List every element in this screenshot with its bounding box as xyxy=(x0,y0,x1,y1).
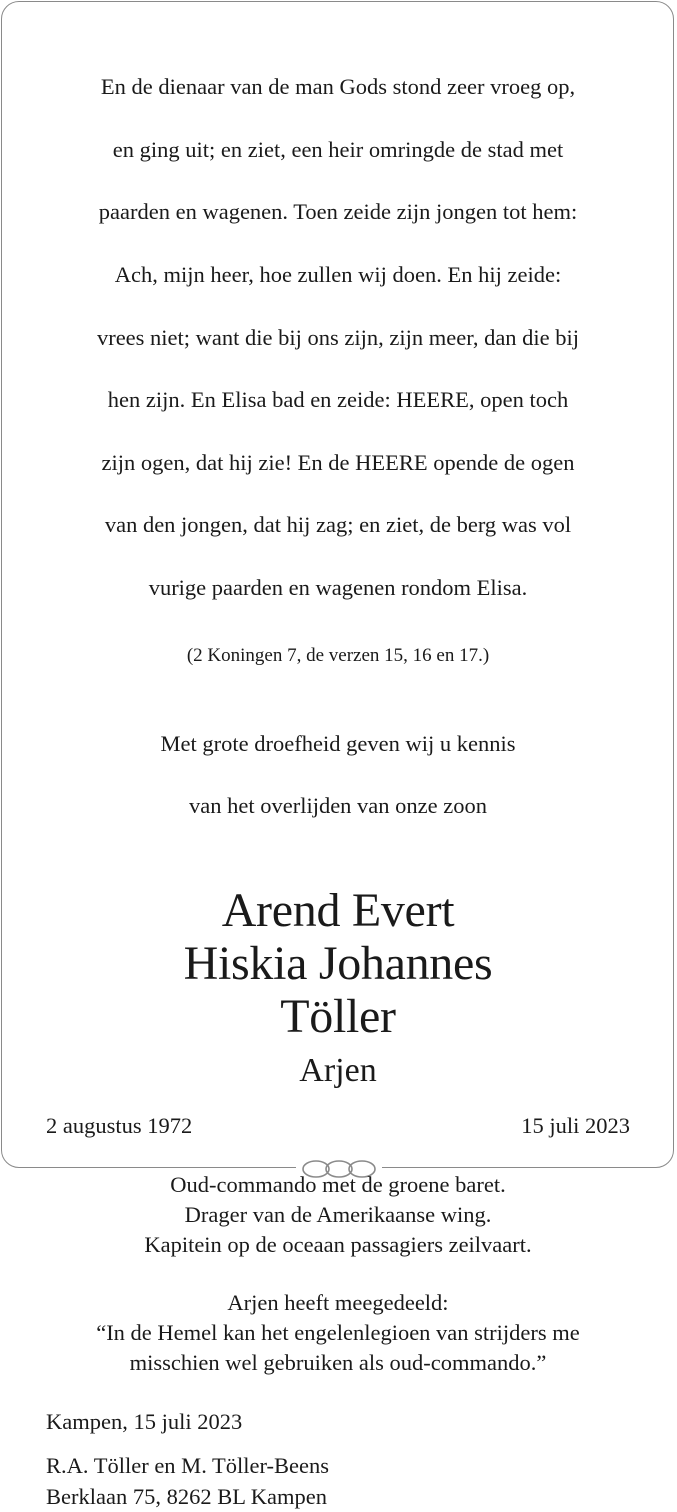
announcement xyxy=(46,697,630,852)
verse-line: En de dienaar van de man Gods stond zeer vroeg op, xyxy=(100,74,576,100)
family-names: R.A. Töller en M. Töller-Beens xyxy=(46,1452,330,1478)
verse-line: vurige paarden en wagenen rondom Elisa. xyxy=(148,575,528,601)
verse-reference: (2 Koningen 7, de verzen 15, 16 en 17.) xyxy=(186,644,490,666)
death-date: 15 juli 2023 xyxy=(521,1112,630,1138)
family-signature xyxy=(46,1450,630,1512)
announcement-line: Met grote droefheid geven wij u kennis xyxy=(160,730,516,756)
obituary-content xyxy=(46,40,630,1512)
career-line: Drager van de Amerikaanse wing. xyxy=(184,1201,492,1227)
birth-date: 2 augustus 1972 xyxy=(46,1112,193,1138)
verse-line: paarden en wagenen. Toen zeide zijn jongen tot hem: xyxy=(98,199,578,225)
quote-line: “In de Hemel kan het engelenlegioen van strijders me xyxy=(96,1319,580,1345)
verse-line: hen zijn. En Elisa bad en zeide: HEERE, open toch xyxy=(107,387,569,413)
announcement-line: van het overlijden van onze zoon xyxy=(188,792,487,818)
family-address: Berklaan 75, 8262 BL Kampen xyxy=(46,1483,327,1509)
quote-line: misschien wel gebruiken als oud-commando.” xyxy=(129,1349,547,1375)
deceased-surname: Töller xyxy=(280,989,396,1043)
quote-intro: Arjen heeft meegedeeld: xyxy=(227,1289,449,1315)
verse-line: Ach, mijn heer, hoe zullen wij doen. En hij zeide: xyxy=(114,262,562,288)
verse-line: vrees niet; want die bij ons zijn, zijn meer, dan die bij xyxy=(96,324,580,350)
deceased-name xyxy=(46,884,630,1043)
verse-line: en ging uit; en ziet, een heir omringde de stad met xyxy=(112,136,564,162)
deceased-first-names: Arend Evert xyxy=(221,883,455,937)
verse-line: van den jongen, dat hij zag; en ziet, de berg was vol xyxy=(104,512,572,538)
verse-line: zijn ogen, dat hij zie! En de HEERE opende de ogen xyxy=(101,449,575,475)
life-dates xyxy=(46,1112,630,1140)
bible-verse xyxy=(46,40,630,635)
career-line: Kapitein op de oceaan passagiers zeilvaart. xyxy=(144,1231,532,1257)
career-description xyxy=(46,1170,630,1260)
deceased-middle-names: Hiskia Johannes xyxy=(183,936,493,990)
deceased-nickname: Arjen xyxy=(299,1051,377,1089)
quote-block xyxy=(46,1288,630,1378)
place-and-date: Kampen, 15 juli 2023 xyxy=(46,1408,243,1434)
career-line: Oud-commando met de groene baret. xyxy=(170,1171,506,1197)
